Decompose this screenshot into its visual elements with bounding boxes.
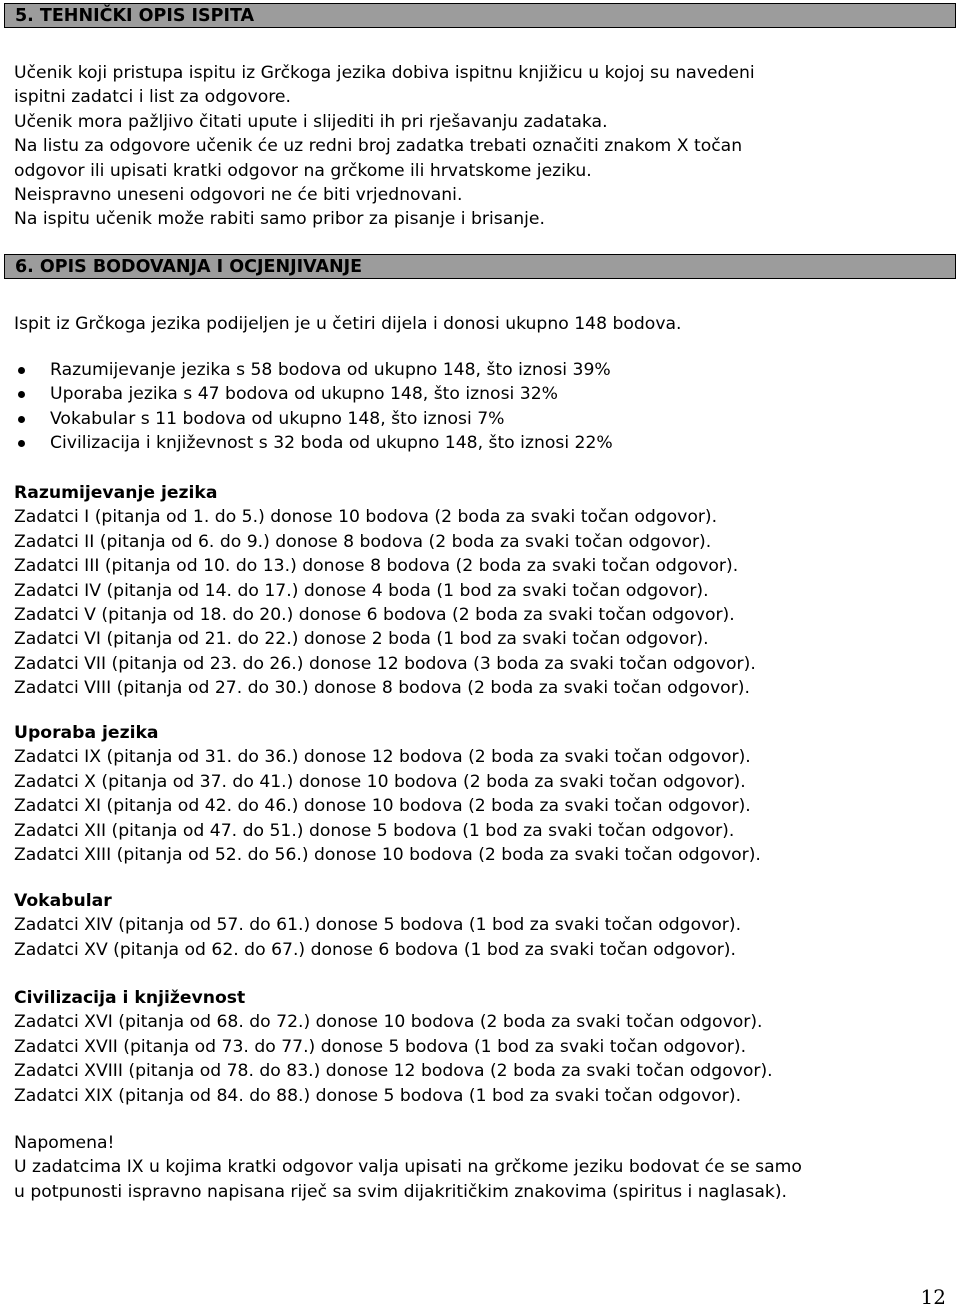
part-vokabular — [14, 889, 944, 962]
paragraph-line: Učenik mora pažljivo čitati upute i slijediti ih pri rješavanju zadataka. — [14, 111, 608, 132]
paragraph-line: Učenik koji pristupa ispitu iz Grčkoga jezika dobiva ispitnu knjižicu u kojoj su navedeni — [14, 63, 755, 83]
task-line: Zadatci XIV (pitanja od 57. do 61.) donose 5 bodova (1 bod za svaki točan odgovor). — [14, 915, 742, 936]
part-heading: Uporaba jezika — [14, 723, 159, 743]
task-line: Zadatci V (pitanja od 18. do 20.) donose 6 bodova (2 boda za svaki točan odgovor). — [14, 604, 735, 625]
paragraph-line: Na ispitu učenik može rabiti samo pribor za pisanje i brisanje. — [14, 209, 545, 230]
part-heading: Razumijevanje jezika — [14, 483, 218, 503]
page-number: 12 — [920, 1285, 946, 1309]
paragraph-line: Na listu za odgovore učenik će uz redni broj zadatka trebati označiti znakom X točan — [14, 136, 743, 157]
task-line: Zadatci I (pitanja od 1. do 5.) donose 10 bodova (2 boda za svaki točan odgovor). — [14, 507, 718, 528]
note-line: U zadatcima IX u kojima kratki odgovor valja upisati na grčkome jeziku bodovat će se samo — [14, 1157, 802, 1178]
task-line: Zadatci IV (pitanja od 14. do 17.) donose 4 boda (1 bod za svaki točan odgovor). — [14, 580, 709, 601]
task-line: Zadatci IX (pitanja od 31. do 36.) donose 12 bodova (2 boda za svaki točan odgovor). — [14, 747, 751, 768]
task-line: Zadatci VIII (pitanja od 27. do 30.) donose 8 bodova (2 boda za svaki točan odgovor). — [14, 678, 750, 699]
part-heading: Vokabular — [14, 891, 112, 911]
list-item: Uporaba jezika s 47 bodova od ukupno 148, što iznosi 32% — [14, 382, 613, 406]
task-line: Zadatci VI (pitanja od 21. do 22.) donose 2 boda (1 bod za svaki točan odgovor). — [14, 629, 709, 650]
note-label: Napomena! — [14, 1133, 115, 1153]
list-item: Civilizacija i književnost s 32 boda od ukupno 148, što iznosi 22% — [14, 431, 613, 455]
task-line: Zadatci VII (pitanja od 23. do 26.) donose 12 bodova (3 boda za svaki točan odgovor). — [14, 653, 756, 674]
part-civilizacija — [14, 986, 944, 1108]
paragraph-line: ispitni zadatci i list za odgovore. — [14, 87, 291, 108]
section-5-header — [4, 3, 956, 28]
list-item: Razumijevanje jezika s 58 bodova od ukupno 148, što iznosi 39% — [14, 358, 613, 382]
paragraph-line: odgovor ili upisati kratki odgovor na grčkome ili hrvatskome jeziku. — [14, 160, 592, 181]
task-line: Zadatci II (pitanja od 6. do 9.) donose 8 bodova (2 boda za svaki točan odgovor). — [14, 531, 712, 552]
part-heading: Civilizacija i književnost — [14, 988, 246, 1008]
section-6-header — [4, 254, 956, 279]
section-6-intro — [14, 312, 944, 336]
task-line: Zadatci X (pitanja od 37. do 41.) donose 10 bodova (2 boda za svaki točan odgovor). — [14, 771, 746, 792]
task-line: Zadatci XVI (pitanja od 68. do 72.) donose 10 bodova (2 boda za svaki točan odgovor). — [14, 1012, 763, 1033]
task-line: Zadatci XV (pitanja od 62. do 67.) donose 6 bodova (1 bod za svaki točan odgovor). — [14, 939, 736, 960]
task-line: Zadatci III (pitanja od 10. do 13.) donose 8 bodova (2 boda za svaki točan odgovor). — [14, 556, 739, 577]
part-uporaba — [14, 721, 944, 867]
section-6-title: 6. OPIS BODOVANJA I OCJENJIVANJE — [15, 257, 363, 277]
score-distribution-list — [14, 358, 613, 456]
task-line: Zadatci XI (pitanja od 42. do 46.) donose 10 bodova (2 boda za svaki točan odgovor). — [14, 796, 751, 817]
task-line: Zadatci XVIII (pitanja od 78. do 83.) donose 12 bodova (2 boda za svaki točan odgovor). — [14, 1061, 773, 1082]
task-line: Zadatci XIX (pitanja od 84. do 88.) donose 5 bodova (1 bod za svaki točan odgovor). — [14, 1085, 742, 1106]
task-line: Zadatci XIII (pitanja od 52. do 56.) donose 10 bodova (2 boda za svaki točan odgovor). — [14, 844, 761, 865]
intro-line: Ispit iz Grčkoga jezika podijeljen je u četiri dijela i donosi ukupno 148 bodova. — [14, 314, 682, 334]
part-razumijevanje — [14, 481, 944, 701]
paragraph-line: Neispravno uneseni odgovori ne će biti vrjednovani. — [14, 184, 463, 205]
section-5-body — [14, 61, 944, 232]
note-block — [14, 1131, 944, 1204]
task-line: Zadatci XVII (pitanja od 73. do 77.) donose 5 bodova (1 bod za svaki točan odgovor). — [14, 1036, 747, 1057]
list-item: Vokabular s 11 bodova od ukupno 148, što iznosi 7% — [14, 407, 613, 431]
section-5-title: 5. TEHNIČKI OPIS ISPITA — [15, 6, 255, 26]
task-line: Zadatci XII (pitanja od 47. do 51.) donose 5 bodova (1 bod za svaki točan odgovor). — [14, 820, 735, 841]
note-line: u potpunosti ispravno napisana riječ sa svim dijakritičkim znakovima (spiritus i naglasak). — [14, 1181, 788, 1202]
